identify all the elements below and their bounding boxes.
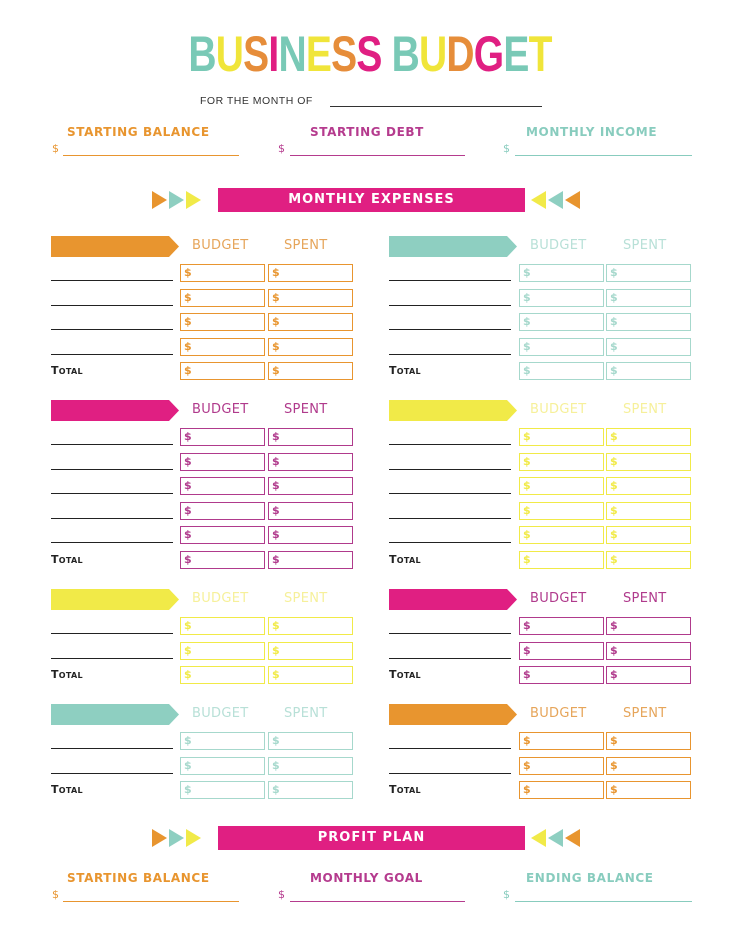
budget-field[interactable]: $ [519,732,604,750]
budget-total-field[interactable]: $ [519,781,604,799]
category-tab [51,704,179,725]
bottom_fields-label-1: MONTHLY GOAL [310,871,423,885]
bottom_fields-label-2: ENDING BALANCE [526,871,654,885]
top_fields-label-2: MONTHLY INCOME [526,125,658,139]
total-label: Total [51,783,83,796]
expense-name-line[interactable] [389,444,511,445]
bottom_fields-label-0: STARTING BALANCE [67,871,210,885]
budget-field[interactable]: $ [519,289,604,307]
total-label: Total [389,668,421,681]
budget-field[interactable]: $ [180,338,265,356]
budget-field[interactable]: $ [180,757,265,775]
spent-field[interactable]: $ [606,453,691,471]
budget-field[interactable]: $ [519,617,604,635]
arrow-left-icon [548,829,563,847]
budget-total-field[interactable]: $ [519,362,604,380]
budget-field[interactable]: $ [519,502,604,520]
budget-field[interactable]: $ [180,526,265,544]
spent-field[interactable]: $ [268,289,353,307]
spent-field[interactable]: $ [606,642,691,660]
budget-column-header: BUDGET [192,591,249,606]
title-letter: B [391,26,420,82]
total-label: Total [51,552,83,566]
top_fields-label-1: STARTING DEBT [310,125,424,139]
bottom_fields-input-2[interactable] [515,901,692,902]
expense-name-line[interactable] [51,354,173,355]
month-input-line[interactable] [330,106,542,107]
expense-name-line[interactable] [51,493,173,494]
spent-field[interactable]: $ [268,617,353,635]
title-letter: D [446,26,474,82]
spent-field[interactable]: $ [606,313,691,331]
title-letter: S [331,26,357,82]
budget-total-field[interactable]: $ [180,551,265,569]
spent-total-field[interactable]: $ [268,781,353,799]
title-letter: E [503,26,529,82]
budget-column-header: BUDGET [530,238,587,253]
spent-total-field[interactable]: $ [268,362,353,380]
dollar-sign: $ [503,142,510,155]
spent-total-field[interactable]: $ [606,666,691,684]
spent-field[interactable]: $ [268,642,353,660]
expense-name-line[interactable] [51,658,173,659]
bottom_fields-input-1[interactable] [290,901,465,902]
budget-field[interactable]: $ [519,757,604,775]
spent-field[interactable]: $ [268,526,353,544]
title-letter: E [305,26,332,82]
budget-field[interactable]: $ [180,428,265,446]
budget-total-field[interactable]: $ [519,551,604,569]
total-label: Total [389,783,421,796]
budget-field[interactable]: $ [519,453,604,471]
expense-name-line[interactable] [389,658,511,659]
month-label: FOR THE MONTH OF [200,95,313,107]
category-tab [51,589,179,610]
expense-name-line[interactable] [51,773,173,774]
expense-name-line[interactable] [51,633,173,634]
dollar-sign: $ [52,888,59,901]
budget-total-field[interactable]: $ [180,666,265,684]
category-tab [389,400,517,421]
expense-name-line[interactable] [51,280,173,281]
total-label: Total [389,552,421,566]
budget-field[interactable]: $ [180,289,265,307]
budget-field[interactable]: $ [519,313,604,331]
spent-field[interactable]: $ [606,526,691,544]
budget-field[interactable]: $ [180,642,265,660]
arrow-left-icon [531,829,546,847]
expense-name-line[interactable] [51,444,173,445]
title-letter: T [528,26,552,82]
arrow-right-icon [152,191,167,209]
budget-column-header: BUDGET [192,238,249,253]
spent-field[interactable]: $ [606,264,691,282]
expense-name-line[interactable] [389,305,511,306]
total-label: Total [51,668,83,681]
expense-name-line[interactable] [51,329,173,330]
title-letter: G [473,26,504,82]
title-letter: S [243,26,269,82]
arrow-right-icon [152,829,167,847]
title-letter: U [215,26,244,82]
budget-field[interactable]: $ [180,502,265,520]
total-label: Total [389,364,421,377]
title-letter: S [356,26,382,82]
top_fields-input-1[interactable] [290,155,465,156]
budget-column-header: BUDGET [530,402,587,417]
expense-name-line[interactable] [389,329,511,330]
spent-field[interactable]: $ [268,732,353,750]
budget-column-header: BUDGET [530,591,587,606]
budget-total-field[interactable]: $ [180,781,265,799]
page-title [81,24,658,84]
spent-total-field[interactable]: $ [268,551,353,569]
top_fields-label-0: STARTING BALANCE [67,125,210,139]
top_fields-input-2[interactable] [515,155,692,156]
budget-total-field[interactable]: $ [180,362,265,380]
monthly-expenses-banner: MONTHLY EXPENSES [218,188,525,212]
expense-name-line[interactable] [51,748,173,749]
spent-field[interactable]: $ [606,502,691,520]
budget-field[interactable]: $ [180,477,265,495]
budget-total-field[interactable]: $ [519,666,604,684]
spent-field[interactable]: $ [268,477,353,495]
spent-field[interactable]: $ [606,477,691,495]
spent-column-header: SPENT [623,706,667,721]
expense-name-line[interactable] [51,518,173,519]
expense-name-line[interactable] [389,280,511,281]
category-tab [51,400,179,421]
budget-column-header: BUDGET [530,706,587,721]
spent-total-field[interactable]: $ [268,666,353,684]
expense-name-line[interactable] [389,633,511,634]
spent-column-header: SPENT [284,402,328,417]
budget-column-header: BUDGET [192,706,249,721]
total-label: Total [51,364,83,377]
budget-field[interactable]: $ [180,732,265,750]
spent-field[interactable]: $ [606,757,691,775]
spent-field[interactable]: $ [268,502,353,520]
arrow-right-icon [169,191,184,209]
expense-name-line[interactable] [389,354,511,355]
spent-field[interactable]: $ [268,338,353,356]
category-tab [389,589,517,610]
budget-field[interactable]: $ [519,264,604,282]
title-letter [382,24,392,84]
spent-field[interactable]: $ [268,757,353,775]
title-letter: N [278,26,306,82]
budget-field[interactable]: $ [180,264,265,282]
budget-field[interactable]: $ [180,313,265,331]
spent-field[interactable]: $ [268,313,353,331]
expense-name-line[interactable] [389,518,511,519]
budget-field[interactable]: $ [180,453,265,471]
spent-total-field[interactable]: $ [606,781,691,799]
spent-field[interactable]: $ [606,732,691,750]
spent-field[interactable]: $ [268,428,353,446]
bottom_fields-input-0[interactable] [63,901,239,902]
spent-column-header: SPENT [284,706,328,721]
dollar-sign: $ [278,888,285,901]
arrow-right-icon [186,191,201,209]
dollar-sign: $ [503,888,510,901]
expense-name-line[interactable] [389,748,511,749]
arrow-left-icon [565,829,580,847]
expense-name-line[interactable] [389,773,511,774]
arrow-right-icon [186,829,201,847]
spent-column-header: SPENT [284,591,328,606]
expense-name-line[interactable] [51,542,173,543]
budget-column-header: BUDGET [192,402,249,417]
spent-field[interactable]: $ [606,617,691,635]
arrow-left-icon [531,191,546,209]
budget-field[interactable]: $ [519,526,604,544]
spent-field[interactable]: $ [606,289,691,307]
spent-column-header: SPENT [284,238,328,253]
expense-name-line[interactable] [51,469,173,470]
spent-column-header: SPENT [623,402,667,417]
budget-field[interactable]: $ [519,338,604,356]
category-tab [389,236,517,257]
category-tab [51,236,179,257]
spent-field[interactable]: $ [606,428,691,446]
expense-name-line[interactable] [389,469,511,470]
expense-name-line[interactable] [389,542,511,543]
title-letter: I [268,26,279,82]
budget-field[interactable]: $ [519,642,604,660]
spent-field[interactable]: $ [268,453,353,471]
expense-name-line[interactable] [51,305,173,306]
arrow-left-icon [565,191,580,209]
budget-field[interactable]: $ [180,617,265,635]
spent-total-field[interactable]: $ [606,362,691,380]
profit-plan-banner: PROFIT PLAN [218,826,525,850]
dollar-sign: $ [52,142,59,155]
spent-total-field[interactable]: $ [606,551,691,569]
title-letter: U [419,26,447,82]
category-tab [389,704,517,725]
spent-field[interactable]: $ [606,338,691,356]
budget-field[interactable]: $ [519,477,604,495]
arrow-right-icon [169,829,184,847]
spent-column-header: SPENT [623,238,667,253]
spent-column-header: SPENT [623,591,667,606]
dollar-sign: $ [278,142,285,155]
budget-field[interactable]: $ [519,428,604,446]
arrow-left-icon [548,191,563,209]
top_fields-input-0[interactable] [63,155,239,156]
title-letter: B [188,26,216,82]
expense-name-line[interactable] [389,493,511,494]
spent-field[interactable]: $ [268,264,353,282]
